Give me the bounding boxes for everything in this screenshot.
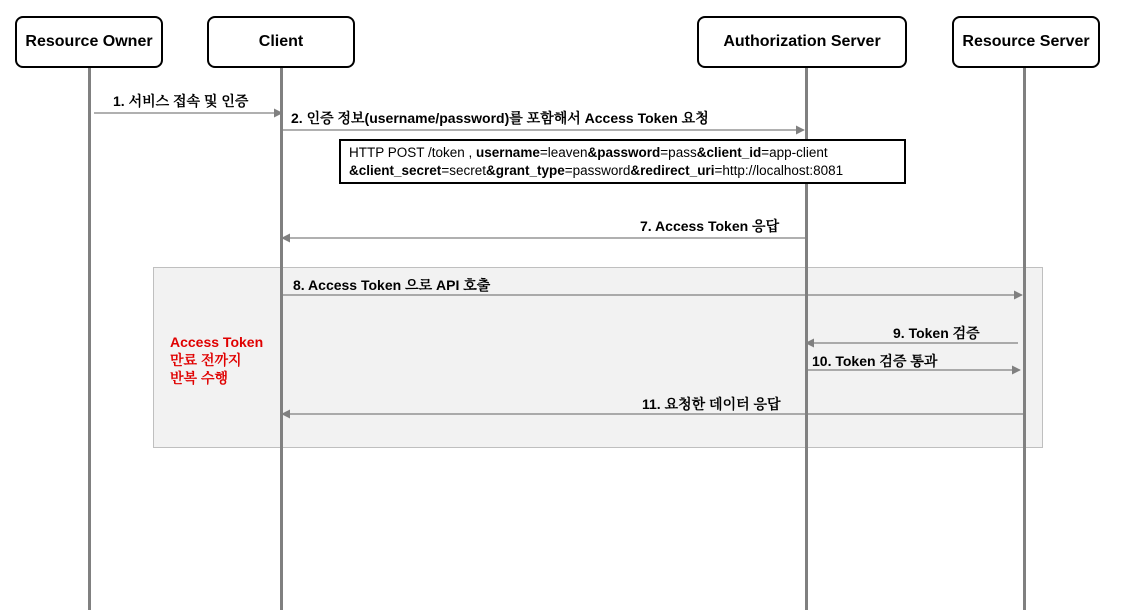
message-m2: 2. 인증 정보(username/password)를 포함해서 Access Token 요청 [291, 110, 709, 126]
request-username-key: username [476, 145, 540, 160]
request-client-secret-key: &client_secret [349, 163, 442, 178]
message-m7: 7. Access Token 응답 [640, 218, 780, 234]
token-request-line1 [349, 144, 904, 162]
loop-label-line3: 반복 수행 [170, 370, 228, 386]
request-client-secret-value: =secret [441, 163, 486, 178]
request-password-value: =pass [660, 145, 697, 160]
request-redirect-uri-value: =http://localhost:8081 [714, 163, 844, 178]
message-m9: 9. Token 검증 [893, 325, 980, 341]
token-request-box [339, 139, 906, 184]
request-grant-type-key: &grant_type [485, 163, 565, 178]
loop-label-line2: 만료 전까지 [170, 352, 242, 368]
request-password-key: &password [587, 145, 661, 160]
message-m8: 8. Access Token 으로 API 호출 [293, 277, 491, 293]
actor-resource-owner-label: Resource Owner [25, 33, 153, 50]
message-m1: 1. 서비스 접속 및 인증 [113, 93, 249, 109]
request-client-id-key: &client_id [696, 145, 762, 160]
actor-resource-server-label: Resource Server [962, 33, 1090, 50]
message-m10: 10. Token 검증 통과 [812, 353, 938, 369]
request-client-id-value: =app-client [761, 145, 828, 160]
message-m11: 11. 요청한 데이터 응답 [642, 396, 781, 412]
loop-label-line1: Access Token [170, 334, 264, 350]
actor-authorization-server-label: Authorization Server [723, 33, 881, 50]
request-redirect-uri-key: &redirect_uri [630, 163, 715, 178]
request-username-value: =leaven [539, 145, 588, 160]
request-grant-type-value: =password [564, 163, 631, 178]
actor-client-label: Client [258, 33, 304, 50]
token-request-line2 [349, 162, 904, 180]
request-prefix: HTTP POST /token , [349, 145, 477, 160]
